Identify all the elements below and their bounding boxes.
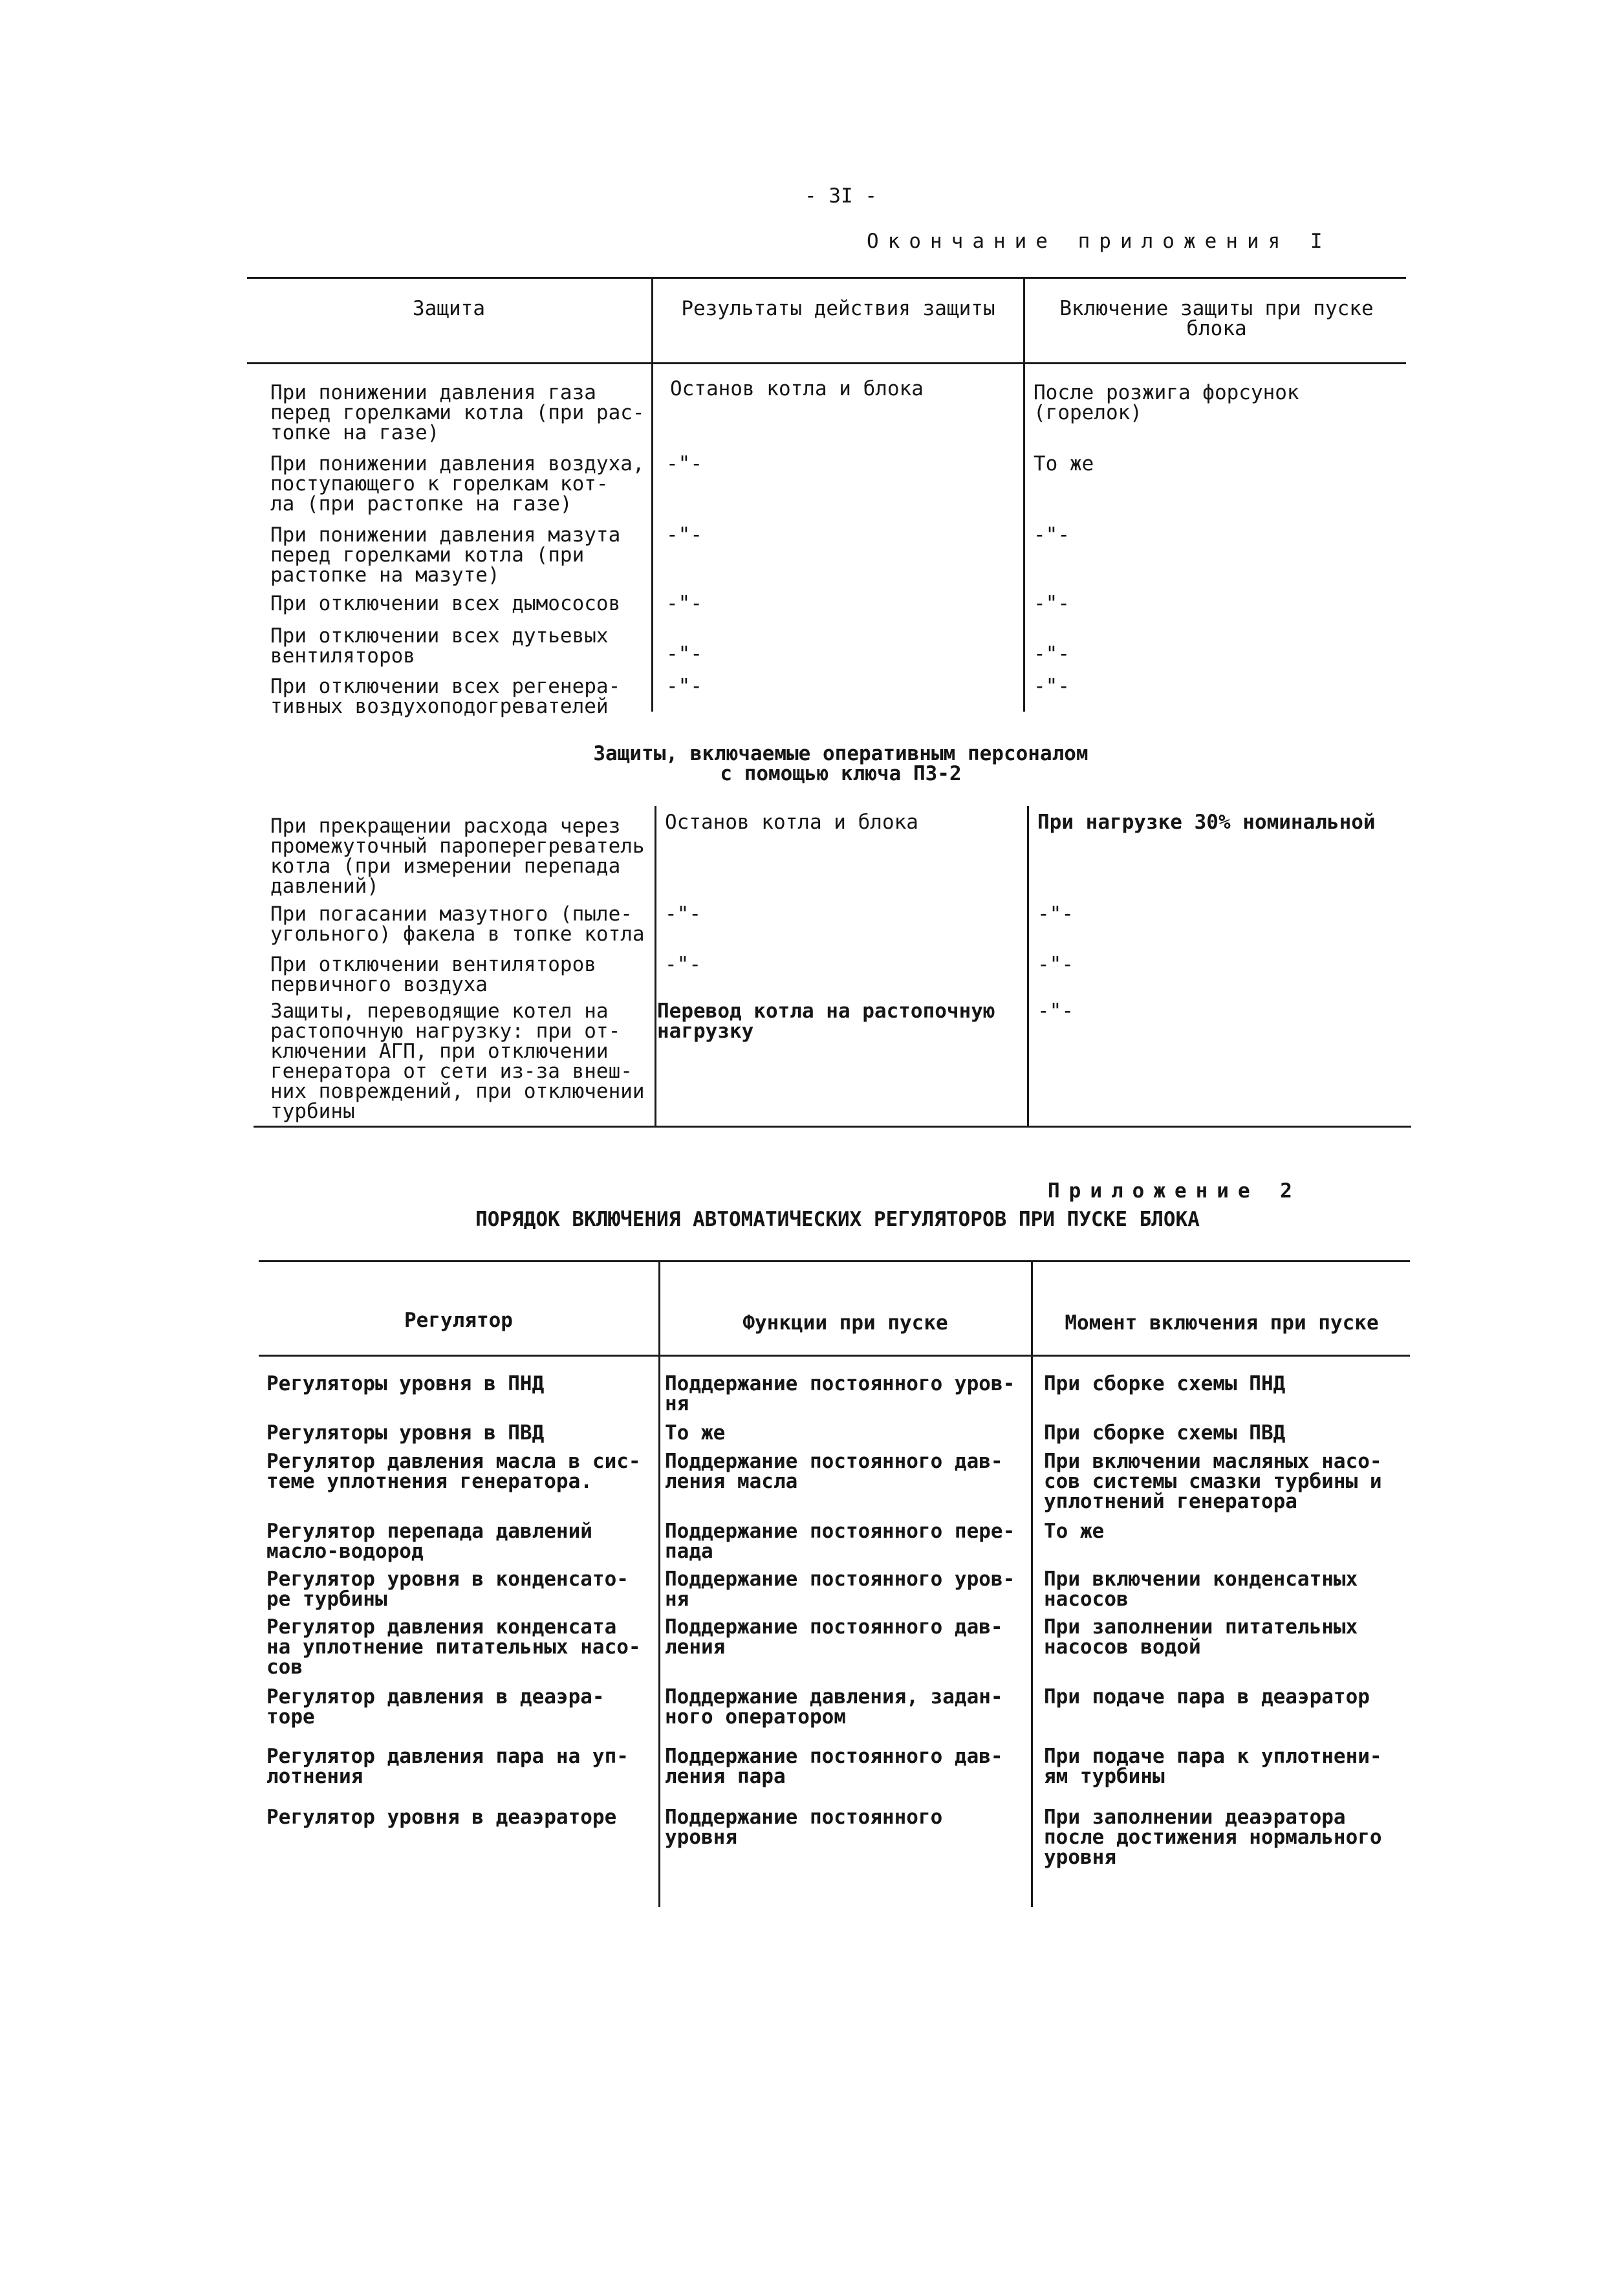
table-2-row-1-result: Останов котла и блока bbox=[665, 811, 918, 834]
table-1-header-results: Результаты действия защиты bbox=[681, 297, 995, 320]
table-2-row-1-protection: При прекращении расхода через промежуточный пароперегреватель котла (при измерении перепада давлений) bbox=[270, 814, 645, 898]
table-1-row-2-protection: При понижении давления воздуха, поступающего к горелкам кот- ла (при растопке на газе) bbox=[270, 452, 645, 516]
table-3-header-rule bbox=[259, 1355, 1410, 1357]
table-3-row-5-function: Поддержание постоянного уров- ня bbox=[665, 1568, 1015, 1611]
table-3-row-3-moment: При включении масляных насо- сов системы смазки турбины и уплотнений генератора bbox=[1044, 1450, 1382, 1513]
table-1-col-divider-2 bbox=[1023, 278, 1025, 712]
subsection-title: Защиты, включаемые оперативным персоналом с помощью ключа ПЗ-2 bbox=[593, 742, 1088, 785]
table-2-row-3-result: -"- bbox=[665, 953, 701, 976]
table-1-row-4-activation: -"- bbox=[1034, 592, 1070, 615]
table-1-row-3-protection: При понижении давления мазута перед горелками котла (при растопке на мазуте) bbox=[270, 523, 621, 587]
table-2-row-3-protection: При отключении вентиляторов первичного воздуха bbox=[270, 953, 596, 996]
table-1-header-rule bbox=[247, 362, 1406, 364]
table-1-row-5-result: -"- bbox=[666, 642, 702, 666]
table-1-row-4-protection: При отключении всех дымососов bbox=[270, 592, 621, 615]
table-1-row-3-activation: -"- bbox=[1034, 523, 1070, 547]
table-3-row-3-regulator: Регулятор давления масла в сис- теме уплотнения генератора. bbox=[266, 1450, 641, 1493]
table-1-header-protection: Защита bbox=[413, 297, 485, 320]
table-3-row-1-function: Поддержание постоянного уров- ня bbox=[665, 1372, 1015, 1415]
table-1-row-2-activation: То же bbox=[1034, 452, 1094, 475]
table-3-row-5-moment: При включении конденсатных насосов bbox=[1044, 1568, 1358, 1611]
table-3-header-functions: Функции при пуске bbox=[742, 1311, 948, 1335]
table-3-row-5-regulator: Регулятор уровня в конденсато- ре турбины bbox=[266, 1568, 629, 1611]
table-3-header-moment: Момент включения при пуске bbox=[1065, 1311, 1379, 1335]
table-2-row-2-result: -"- bbox=[665, 902, 701, 926]
table-1-row-5-activation: -"- bbox=[1034, 642, 1070, 666]
appendix-2-label: Приложение 2 bbox=[1048, 1179, 1301, 1203]
page-number: - 3I - bbox=[805, 184, 877, 208]
table-3-row-6-moment: При заполнении питательных насосов водой bbox=[1044, 1615, 1358, 1659]
table-3-col-divider-1 bbox=[658, 1262, 660, 1907]
table-2-row-2-protection: При погасании мазутного (пыле- угольного) факела в топке котла bbox=[270, 902, 645, 946]
table-3-row-7-function: Поддержание давления, задан- ного оператором bbox=[665, 1685, 1003, 1729]
table-3-row-1-regulator: Регуляторы уровня в ПНД bbox=[266, 1372, 545, 1395]
table-1-row-3-result: -"- bbox=[666, 523, 702, 547]
table-2-row-4-result: Перевод котла на растопочную нагрузку bbox=[657, 999, 995, 1043]
table-3-row-6-regulator: Регулятор давления конденсата на уплотнение питательных насо- сов bbox=[266, 1615, 641, 1679]
table-3-row-4-moment: То же bbox=[1044, 1520, 1105, 1543]
table-3-row-4-regulator: Регулятор перепада давлений масло-водород bbox=[266, 1520, 592, 1563]
table-3-row-8-moment: При подаче пара к уплотнени- ям турбины bbox=[1044, 1745, 1382, 1788]
table-1-row-1-protection: При понижении давления газа перед горелками котла (при рас- топке на газе) bbox=[270, 381, 645, 444]
table-2-row-4-protection: Защиты, переводящие котел на растопочную нагрузку: при от- ключении АГП, при отключении генератора от сети из-за внеш- них повреждений, при отключении турбины bbox=[270, 999, 645, 1123]
table-2-row-1-activation: При нагрузке 30% номинальной bbox=[1037, 811, 1376, 834]
table-2-row-2-activation: -"- bbox=[1037, 902, 1074, 926]
table-3-row-7-regulator: Регулятор давления в деаэра- торе bbox=[266, 1685, 605, 1729]
table-1-row-6-protection: При отключении всех регенера- тивных воздухоподогревателей bbox=[270, 675, 621, 718]
table-3-row-8-function: Поддержание постоянного дав- ления пара bbox=[665, 1745, 1003, 1788]
table-1-row-1-result: Останов котла и блока bbox=[670, 377, 924, 400]
table-1-row-2-result: -"- bbox=[666, 452, 702, 475]
table-3-row-9-function: Поддержание постоянного уровня bbox=[665, 1806, 943, 1849]
table-3-row-2-function: То же bbox=[665, 1421, 726, 1445]
table-3-row-3-function: Поддержание постоянного дав- ления масла bbox=[665, 1450, 1003, 1493]
table-3-row-2-regulator: Регуляторы уровня в ПВД bbox=[266, 1421, 545, 1445]
table-3-row-1-moment: При сборке схемы ПНД bbox=[1044, 1372, 1286, 1395]
table-3-header-regulator: Регулятор bbox=[404, 1309, 513, 1332]
table-2-col-divider-2 bbox=[1027, 806, 1029, 1126]
table-1-row-1-activation: После розжига форсунок (горелок) bbox=[1034, 381, 1299, 424]
table-3-row-4-function: Поддержание постоянного пере- пада bbox=[665, 1520, 1015, 1563]
table-2-row-4-activation: -"- bbox=[1037, 999, 1074, 1023]
table-3-row-8-regulator: Регулятор давления пара на уп- лотнения bbox=[266, 1745, 629, 1788]
table-3-row-7-moment: При подаче пара в деаэратор bbox=[1044, 1685, 1370, 1709]
appendix-2-title: ПОРЯДОК ВКЛЮЧЕНИЯ АВТОМАТИЧЕСКИХ РЕГУЛЯТОРОВ ПРИ ПУСКЕ БЛОКА bbox=[475, 1208, 1200, 1231]
table-3-row-9-moment: При заполнении деаэратора после достижения нормального уровня bbox=[1044, 1806, 1382, 1869]
table-1-top-rule bbox=[247, 277, 1406, 279]
table-1-row-6-result: -"- bbox=[666, 675, 702, 698]
table-3-row-2-moment: При сборке схемы ПВД bbox=[1044, 1421, 1286, 1445]
table-3-top-rule bbox=[259, 1260, 1410, 1262]
table-1-header-activation: Включение защиты при пуске блока bbox=[1059, 297, 1374, 340]
table-2-row-3-activation: -"- bbox=[1037, 953, 1074, 976]
appendix-1-end-label: Окончание приложения I bbox=[867, 230, 1332, 253]
table-1-row-4-result: -"- bbox=[666, 592, 702, 615]
table-1-row-5-protection: При отключении всех дутьевых вентиляторов bbox=[270, 624, 609, 668]
table-2-bottom-rule bbox=[254, 1126, 1411, 1128]
table-1-row-6-activation: -"- bbox=[1034, 675, 1070, 698]
table-3-row-9-regulator: Регулятор уровня в деаэраторе bbox=[266, 1806, 617, 1829]
table-3-row-6-function: Поддержание постоянного дав- ления bbox=[665, 1615, 1003, 1659]
